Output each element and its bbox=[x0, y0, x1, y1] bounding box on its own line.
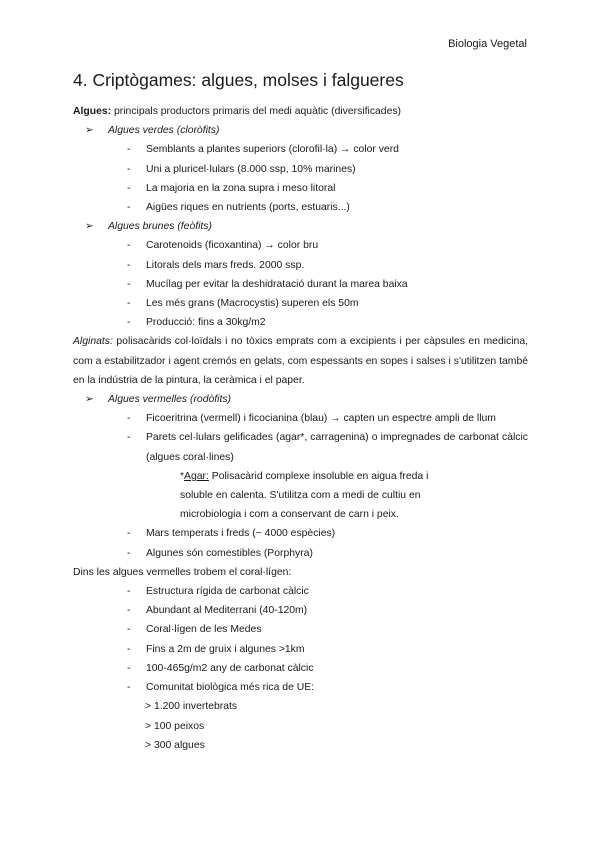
running-header: Biologia Vegetal bbox=[448, 38, 527, 50]
intro-label: Algues: bbox=[73, 106, 112, 117]
list-item-text: Les més grans (Macrocystis) superen els 50m bbox=[146, 298, 359, 310]
agar-label: Agar: bbox=[184, 470, 209, 482]
agar-note-line: microbiologia i com a conservant de carn i peix. bbox=[180, 509, 399, 521]
agar-text: Polisacàrid complexe insoluble en aigua freda i bbox=[208, 470, 429, 482]
subheading-vermelles bbox=[73, 390, 528, 409]
list-item-text: La majoria en la zona supra i meso litoral bbox=[146, 182, 336, 194]
dash-bullet: - bbox=[127, 413, 131, 425]
dash-bullet: - bbox=[127, 547, 131, 559]
list-item bbox=[73, 256, 528, 275]
list-item bbox=[73, 659, 528, 678]
list-item bbox=[73, 601, 528, 620]
dash-bullet: - bbox=[127, 298, 131, 310]
dash-bullet: - bbox=[127, 144, 131, 156]
list-item bbox=[73, 544, 528, 563]
dash-bullet: - bbox=[127, 586, 131, 598]
agar-note-line: soluble en calenta. S'utilitza com a medi de cultiu en bbox=[180, 490, 421, 502]
list-item bbox=[73, 428, 528, 466]
list-item-text: Mars temperats i freds (~ 4000 espècies) bbox=[146, 528, 336, 540]
alginats-paragraph bbox=[73, 332, 528, 390]
list-item bbox=[73, 582, 528, 601]
dash-bullet: - bbox=[127, 682, 131, 694]
stat-line: > 300 algues bbox=[145, 739, 205, 751]
dash-bullet: - bbox=[127, 605, 131, 617]
agar-note bbox=[73, 467, 528, 525]
document-body bbox=[73, 102, 528, 755]
arrow-bullet-icon: ➢ bbox=[85, 394, 94, 406]
dash-bullet: - bbox=[127, 163, 131, 175]
section-title: 4. Criptògames: algues, molses i falgueres bbox=[73, 70, 404, 90]
list-item-text: Uni a pluricel·lulars (8.000 ssp, 10% marines) bbox=[146, 163, 356, 175]
list-item-text: Semblants a plantes superiors (clorofil·la) → color verd bbox=[146, 144, 399, 156]
list-item bbox=[73, 294, 528, 313]
list-item bbox=[73, 160, 528, 179]
dash-bullet: - bbox=[127, 624, 131, 636]
alginats-text: polisacàrids col·loïdals i no tòxics emprats com a excipients i per càpsules en medicina, com a estabilitzador i agent cremós en gelats, com espessants en sopes i salses i s'utilitzen també en la indústria de la pintura, la ceràmica i el paper. bbox=[73, 336, 528, 386]
list-item bbox=[73, 179, 528, 198]
dash-bullet: - bbox=[127, 432, 131, 444]
list-item bbox=[73, 620, 528, 639]
dash-bullet: - bbox=[127, 259, 131, 271]
list-item bbox=[73, 198, 528, 217]
list-item bbox=[73, 313, 528, 332]
agar-note-line bbox=[180, 467, 528, 486]
list-item bbox=[73, 236, 528, 255]
subheading-brunes bbox=[73, 217, 528, 236]
dash-bullet: - bbox=[127, 182, 131, 194]
dash-bullet: - bbox=[127, 662, 131, 674]
list-item-text: Mucílag per evitar la deshidratació durant la marea baixa bbox=[146, 278, 408, 290]
subheading-text: Algues vermelles (rodòfits) bbox=[108, 394, 231, 406]
stat-line: > 100 peixos bbox=[145, 720, 205, 732]
list-item bbox=[73, 678, 528, 697]
subheading-verdes bbox=[73, 121, 528, 140]
list-item-text: Comunitat biològica més rica de UE: bbox=[146, 682, 315, 694]
list-item-text: Abundant al Mediterrani (40-120m) bbox=[146, 605, 308, 617]
list-item-text: Algunes són comestibles (Porphyra) bbox=[146, 547, 313, 559]
list-item-text: Fins a 2m de gruix i algunes >1km bbox=[146, 643, 305, 655]
list-item-text: Ficoeritrina (vermell) i ficocianina (blau) → capten un espectre ampli de llum bbox=[146, 413, 496, 425]
list-item bbox=[73, 640, 528, 659]
list-item-text: Estructura rígida de carbonat càlcic bbox=[146, 586, 309, 598]
stat-line: > 1.200 invertebrats bbox=[145, 701, 238, 713]
arrow-bullet-icon: ➢ bbox=[85, 221, 94, 233]
subheading-text: Algues brunes (feòfits) bbox=[108, 221, 212, 233]
coralligen-intro: Dins les algues vermelles trobem el coral·lígen: bbox=[73, 566, 292, 578]
list-item bbox=[73, 409, 528, 428]
arrow-bullet-icon: ➢ bbox=[85, 125, 94, 137]
list-item-text: Aigües riques en nutrients (ports, estuaris...) bbox=[146, 202, 350, 214]
agar-star: * bbox=[180, 470, 185, 482]
list-item-text: Carotenoids (ficoxantina) → color bru bbox=[146, 240, 319, 252]
intro-paragraph bbox=[73, 102, 528, 121]
alginats-label: Alginats: bbox=[73, 336, 113, 348]
list-item-text: 100-465g/m2 any de carbonat càlcic bbox=[146, 662, 314, 674]
dash-bullet: - bbox=[127, 643, 131, 655]
dash-bullet: - bbox=[127, 528, 131, 540]
dash-bullet: - bbox=[127, 202, 131, 214]
dash-bullet: - bbox=[127, 278, 131, 290]
list-item-text: Litorals dels mars freds. 2000 ssp. bbox=[146, 259, 305, 271]
subheading-text: Algues verdes (cloròfits) bbox=[108, 125, 220, 137]
list-item-text: Producció: fins a 30kg/m2 bbox=[146, 317, 266, 329]
list-item bbox=[73, 524, 528, 543]
list-item-text: Parets cel·lulars gelificades (agar*, carragenina) o impregnades de carbonat càlcic (algues coral·lines) bbox=[146, 432, 528, 463]
dash-bullet: - bbox=[127, 317, 131, 329]
list-item-text: Coral·lígen de les Medes bbox=[146, 624, 262, 636]
dash-bullet: - bbox=[127, 240, 131, 252]
list-item bbox=[73, 140, 528, 159]
list-item bbox=[73, 275, 528, 294]
intro-text: principals productors primaris del medi aquàtic (diversificades) bbox=[111, 106, 402, 117]
